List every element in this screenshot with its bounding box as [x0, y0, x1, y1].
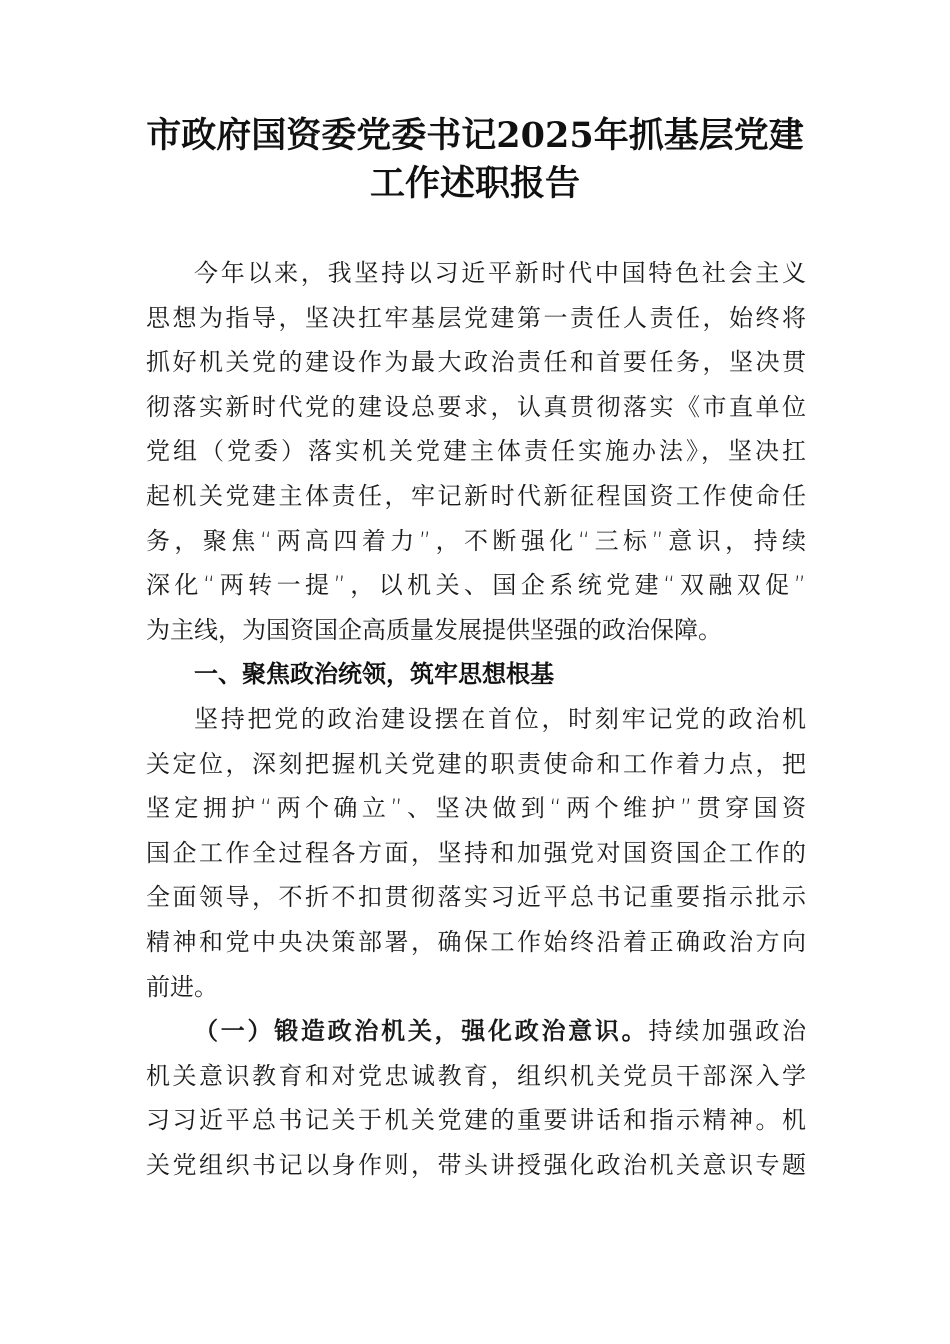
paragraph-line: 全面领导，不折不扣贯彻落实习近平总书记重要指示批示: [146, 883, 806, 912]
section1-paragraph: [146, 697, 806, 1009]
paragraph-line: 务，聚焦“两高四着力”，不断强化“三标”意识，持续: [146, 526, 806, 555]
intro-paragraph: [146, 251, 806, 652]
paragraph-line: 关党组织书记以身作则，带头讲授强化政治机关意识专题: [146, 1150, 806, 1179]
paragraph-line: 关定位，深刻把握机关党建的职责使命和工作着力点，把: [146, 749, 806, 778]
document-title: [130, 112, 820, 208]
paragraph-line: [146, 1009, 806, 1054]
paragraph-line: 抓好机关党的建设作为最大政治责任和首要任务，坚决贯: [146, 348, 806, 377]
paragraph-line: 今年以来，我坚持以习近平新时代中国特色社会主义: [194, 259, 806, 287]
paragraph-line: 习习近平总书记关于机关党建的重要讲话和指示精神。机: [146, 1106, 806, 1135]
paragraph-line: 坚定拥护“两个确立”、坚决做到“两个维护”贯穿国资: [146, 794, 806, 823]
paragraph-line: 为主线，为国资国企高质量发展提供坚强的政治保障。: [146, 615, 722, 644]
paragraph-line: 起机关党建主体责任，牢记新时代新征程国资工作使命任: [146, 481, 806, 510]
paragraph-line: 精神和党中央决策部署，确保工作始终沿着正确政治方向: [146, 927, 806, 956]
paragraph-line: 思想为指导，坚决扛牢基层党建第一责任人责任，始终将: [146, 303, 806, 332]
title-line-1: 市政府国资委党委书记2025年抓基层党建: [146, 115, 804, 156]
paragraph-line: 坚持把党的政治建设摆在首位，时刻牢记党的政治机: [194, 704, 806, 733]
paragraph-line: 国企工作全过程各方面，坚持和加强党对国资国企工作的: [146, 838, 806, 867]
paragraph-line: 深化“两转一提”，以机关、国企系统党建“双融双促”: [146, 571, 806, 600]
paragraph-line: 彻落实新时代党的建设总要求，认真贯彻落实《市直单位: [146, 392, 806, 421]
title-line-2: 工作述职报告: [369, 163, 580, 204]
subsection-heading: （一）锻造政治机关，强化政治意识。: [194, 1017, 649, 1046]
section-heading: 一、聚焦政治统领，筑牢思想根基: [194, 660, 554, 689]
document-body: [146, 251, 806, 1187]
paragraph-line: 机关意识教育和对党忠诚教育，组织机关党员干部深入学: [146, 1061, 806, 1090]
paragraph-line: 党组（党委）落实机关党建主体责任实施办法》，坚决扛: [146, 437, 806, 466]
paragraph-line: 前进。: [146, 972, 218, 1001]
subsection1-paragraph: [146, 1009, 806, 1187]
subsection-lead-rest: 持续加强政治: [648, 1017, 807, 1046]
